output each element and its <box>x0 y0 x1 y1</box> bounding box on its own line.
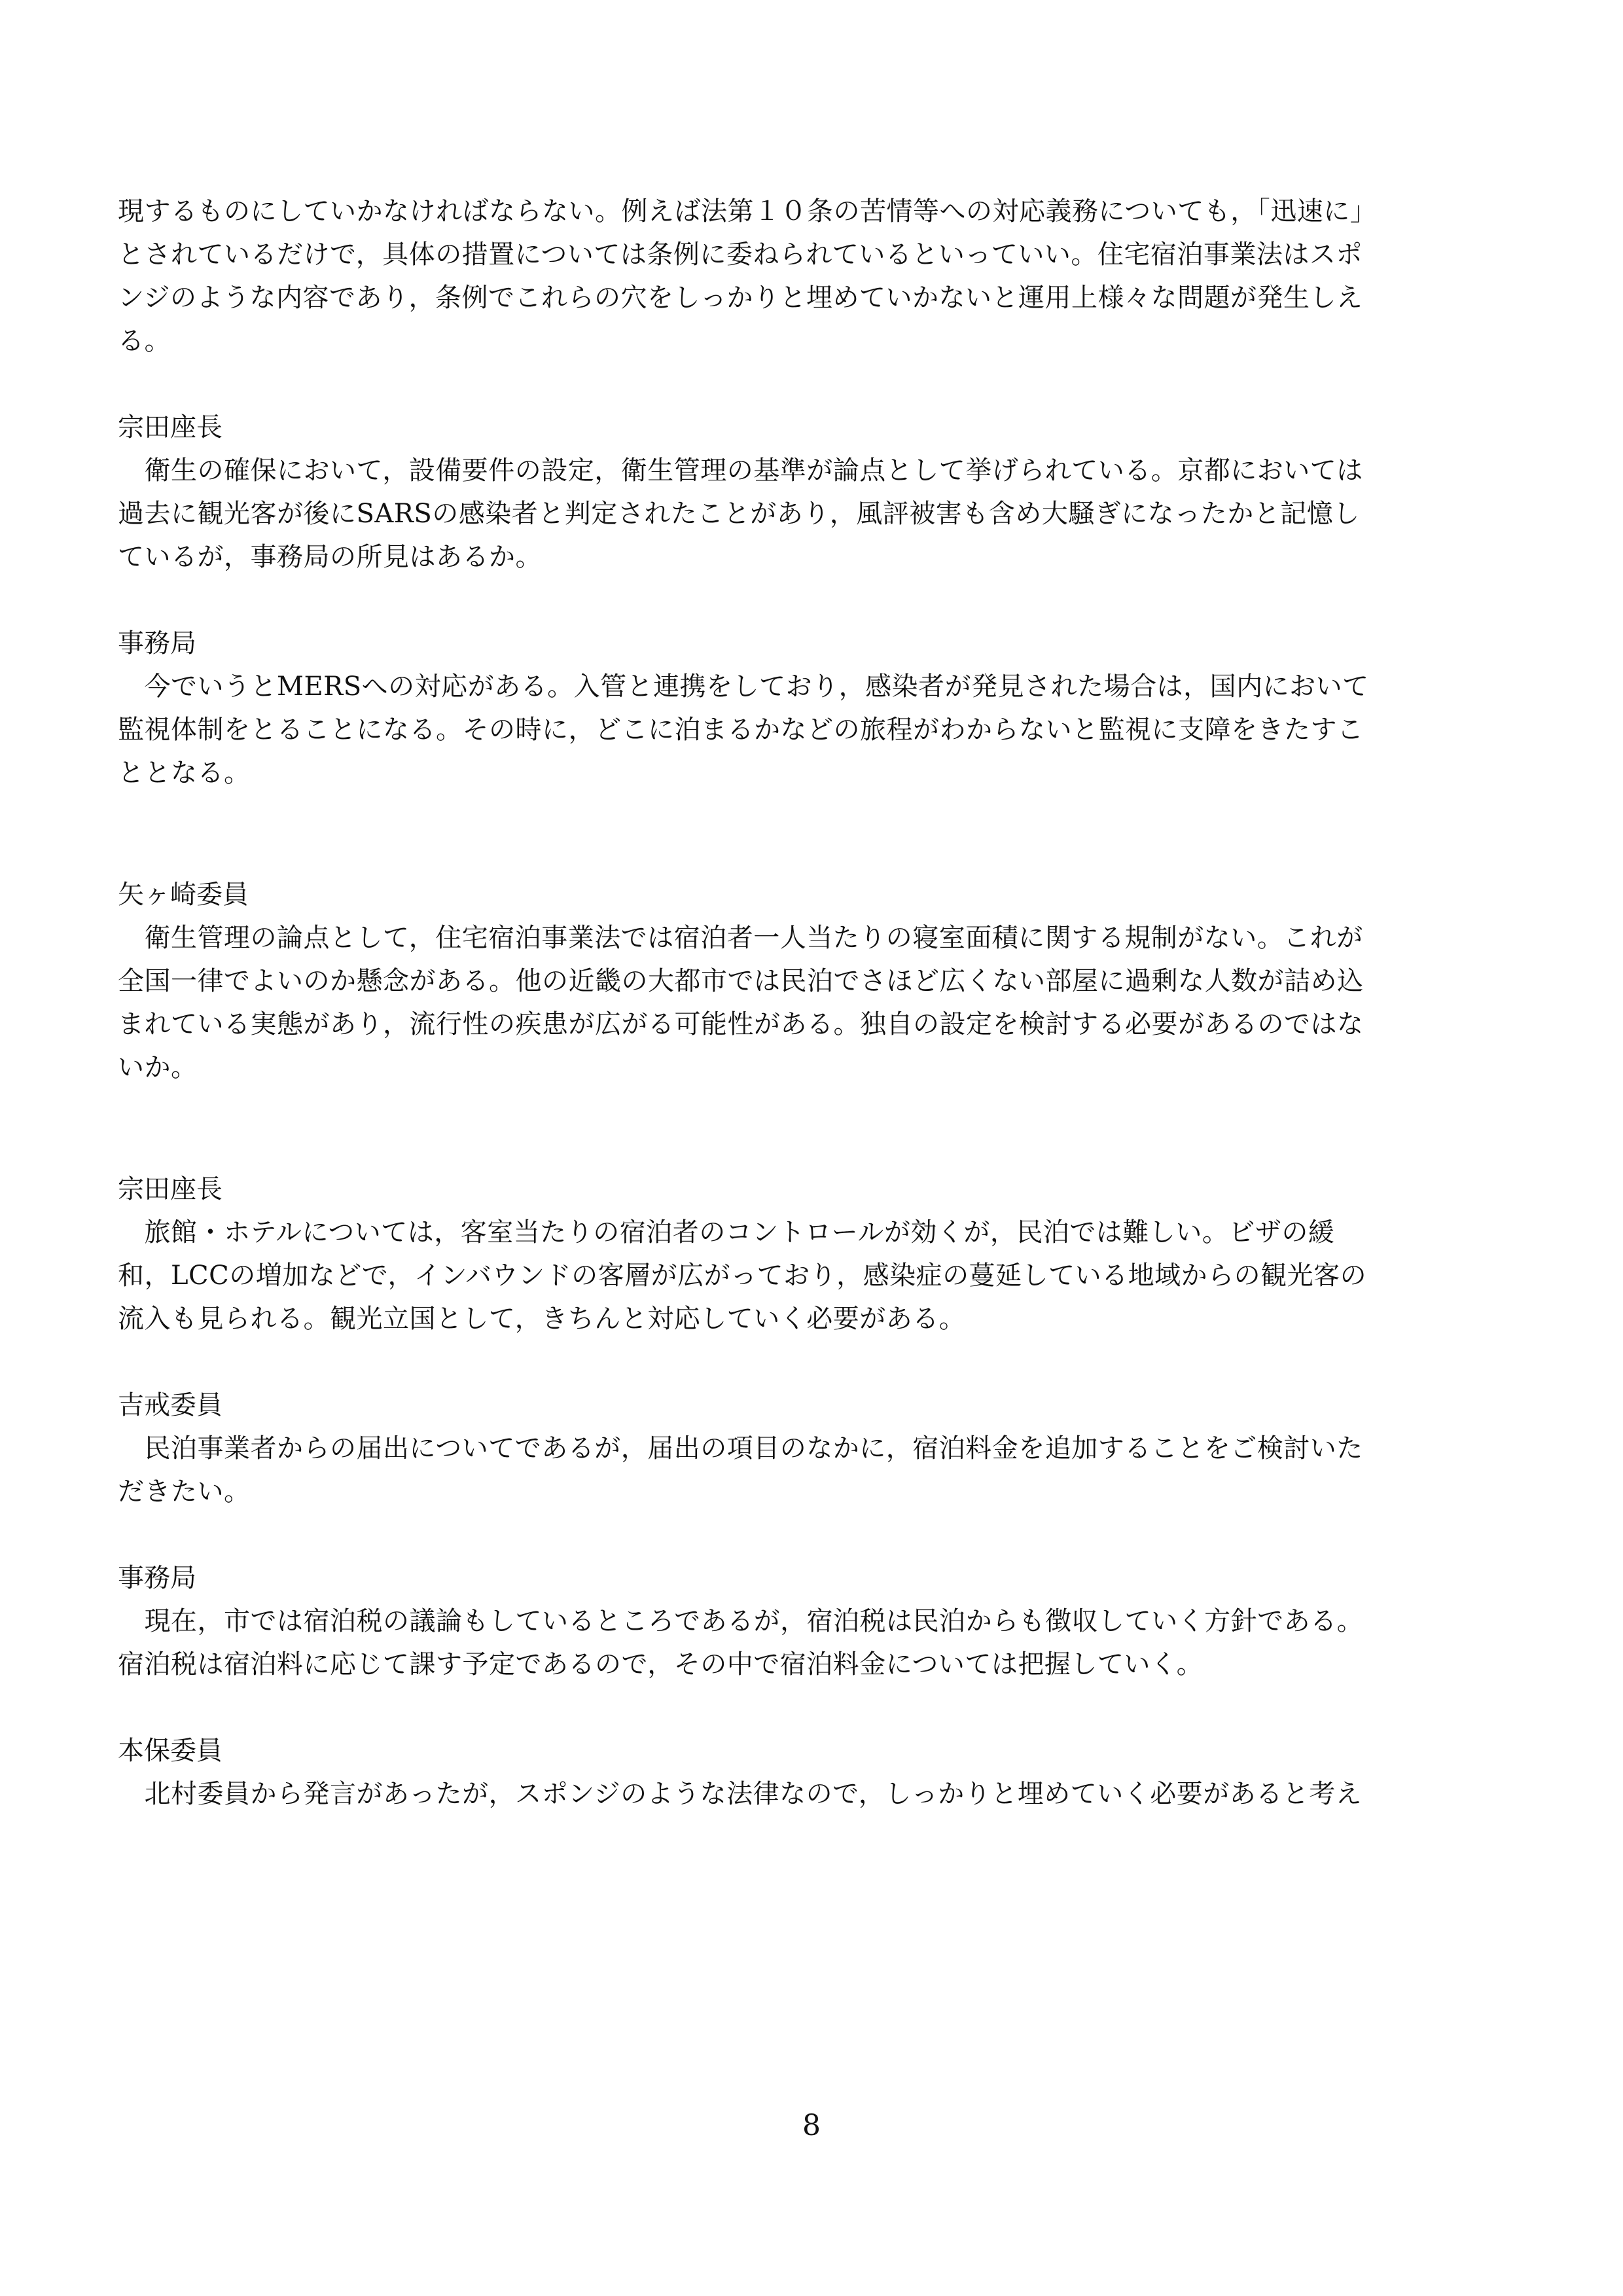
statement-line: 監視体制をとることになる。その時に，どこに泊まるかなどの旅程がわからないと監視に支障をきたすこ <box>118 715 1364 745</box>
statement-line: だきたい。 <box>118 1477 251 1507</box>
statement-line: 現在，市では宿泊税の議論もしているところであるが，宿泊税は民泊からも徴収していく方針である。 <box>118 1606 1364 1636</box>
statement-line: 北村委員から発言があったが，スポンジのような法律なので，しっかりと埋めていく必要があると考え <box>118 1779 1363 1809</box>
paragraph-line: 現するものにしていかなければならない。例えば法第１０条の苦情等への対応義務についても，「迅速に」 <box>118 196 1377 226</box>
statement-block <box>118 406 1486 579</box>
statement-block <box>118 1168 1486 1340</box>
statement-line: 今でいうとMERSへの対応がある。入管と連携をしており，感染者が発見された場合は，国内において <box>118 672 1369 702</box>
statement-line: 宿泊税は宿泊料に応じて課す予定であるので，その中で宿泊料金については把握していく。 <box>118 1649 1204 1679</box>
statement-line: 過去に観光客が後にSARSの感染者と判定されたことがあり，風評被害も含め大騒ぎになったかと記憶し <box>118 499 1360 529</box>
continued-paragraph <box>118 190 1486 363</box>
statement-line: ととなる。 <box>118 758 251 788</box>
paragraph-line: る。 <box>118 326 171 356</box>
statement-block <box>118 1556 1486 1686</box>
statement-block <box>118 622 1486 795</box>
statement-line: 旅館・ホテルについては，客室当たりの宿泊者のコントロールが効くが，民泊では難しい。ビザの緩 <box>118 1217 1335 1247</box>
statement-line: まれている実態があり，流行性の疾患が広がる可能性がある。独自の設定を検討する必要があるのではな <box>118 1009 1364 1039</box>
statement-line: いか。 <box>118 1052 198 1083</box>
paragraph-line: ンジのような内容であり，条例でこれらの穴をしっかりと埋めていかないと運用上様々な問題が発生しえ <box>118 283 1363 313</box>
statement-block <box>118 1729 1486 1816</box>
paragraph-line: とされているだけで，具体の措置については条例に委ねられているといっていい。住宅宿泊事業法はスポ <box>118 240 1363 270</box>
speaker-name: 矢ヶ崎委員 <box>118 880 249 910</box>
speaker-name: 吉戒委員 <box>118 1390 223 1420</box>
speaker-name: 宗田座長 <box>118 1174 223 1204</box>
speaker-name: 事務局 <box>118 1563 196 1593</box>
speaker-name: 本保委員 <box>118 1736 223 1766</box>
speaker-name: 宗田座長 <box>118 412 223 442</box>
statement-line: 流入も見られる。観光立国として，きちんと対応していく必要がある。 <box>118 1304 966 1334</box>
statement-line: 全国一律でよいのか懸念がある。他の近畿の大都市では民泊でさほど広くない部屋に過剰な人数が詰め込 <box>118 966 1364 996</box>
statement-block <box>118 873 1486 1089</box>
statement-line: ているが，事務局の所見はあるか。 <box>118 542 542 572</box>
page-number: 8 <box>802 2109 821 2142</box>
statement-line: 民泊事業者からの届出についてであるが，届出の項目のなかに，宿泊料金を追加することをご検討いた <box>118 1433 1363 1463</box>
speaker-name: 事務局 <box>118 628 196 658</box>
statement-block <box>118 1384 1486 1513</box>
statement-line: 衛生管理の論点として，住宅宿泊事業法では宿泊者一人当たりの寝室面積に関する規制がない。これが <box>118 923 1363 953</box>
statement-line: 衛生の確保において，設備要件の設定，衛生管理の基準が論点として挙げられている。京都においては <box>118 456 1363 486</box>
statement-line: 和，LCCの増加などで，インバウンドの客層が広がっており，感染症の蔓延している地域からの観光客の <box>118 1261 1367 1291</box>
minutes-body <box>118 190 1486 1816</box>
